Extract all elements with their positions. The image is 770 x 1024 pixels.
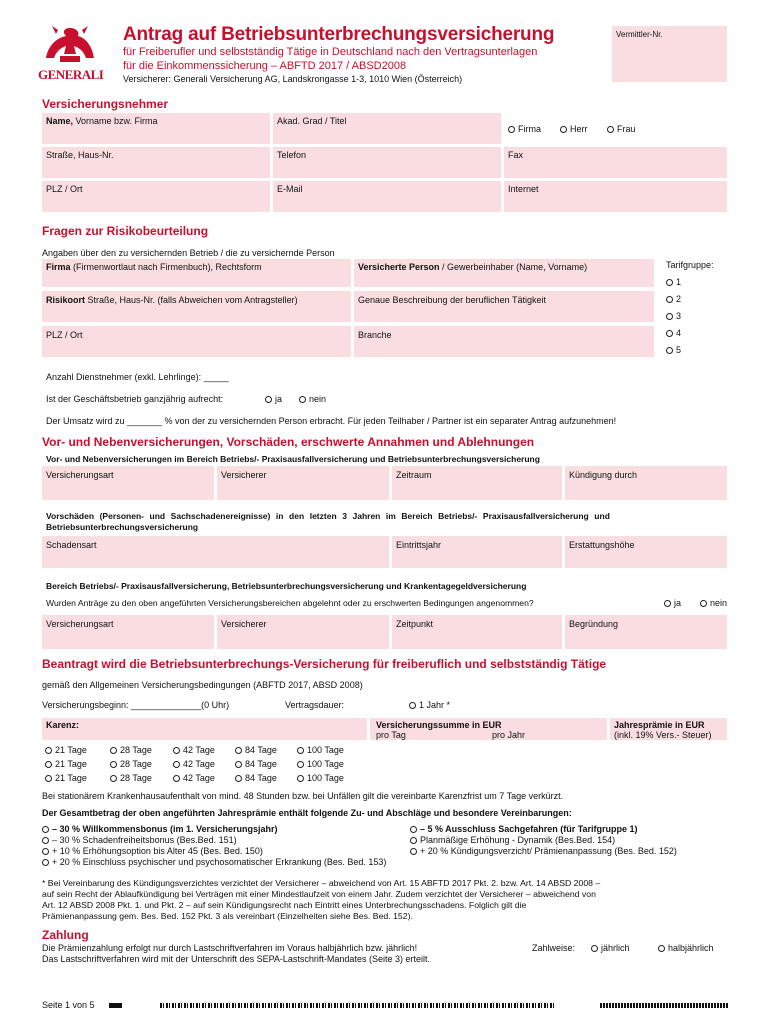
abl-col-label: Zeitpunkt [396,619,434,629]
opt-label: + 20 % Einschluss psychischer und psychosomatischer Erkrankung (Bes. Bed. 153) [52,857,387,867]
radio-circle [45,761,52,768]
radio-frau[interactable] [607,124,636,134]
karenz-r1-28[interactable] [110,745,152,755]
risk-plz-label: PLZ / Ort [46,330,83,340]
radio-circle [508,126,515,133]
karenz-r1-100[interactable] [297,745,344,755]
karenz-r3-84[interactable] [235,773,277,783]
radio-circle [42,848,49,855]
generali-logo [38,24,104,82]
radio-circle [110,747,117,754]
opt-label: + 20 % Kündigungsverzicht/ Prämienanpassung (Bes. Bed. 152) [420,846,677,856]
opt-dynamik[interactable] [410,835,615,845]
vor-kuendigung-field[interactable] [565,466,727,500]
abl-versicherer-field[interactable] [217,615,389,649]
titel-label: Akad. Grad / Titel [277,116,347,126]
risikoort-label-rest: Straße, Haus-Nr. (falls Abweichen vom Antragsteller) [85,295,298,305]
email-label: E-Mail [277,184,303,194]
branche-label: Branche [358,330,392,340]
section-risikobeurteilung: Fragen zur Risikobeurteilung [42,224,209,238]
radio-circle [410,848,417,855]
radio-circle [299,396,306,403]
internet-field[interactable] [504,181,727,212]
karenz-day-label: 100 Tage [307,759,344,769]
zahlweise-jaehrlich[interactable] [591,943,630,953]
name-field[interactable] [42,113,270,144]
vor-sub1: Vor- und Nebenversicherungen im Bereich Betriebs/- Praxisausfallversicherung und Betriebsunterbrechungsversicherung [46,454,540,464]
zahlung-line-2: Das Lastschriftverfahren wird mit der Unterschrift des SEPA-Lastschrift-Mandates (Seite 3) erteilt. [42,954,430,964]
radio-firma[interactable] [508,124,541,134]
opt-label: – 30 % Willkommensbonus (im 1. Versicherungsjahr) [52,824,278,834]
abl-begruendung-field[interactable] [565,615,727,649]
tarif-option-label: 5 [676,345,682,355]
opt-sachgefahren[interactable] [410,824,638,834]
karenz-r1-42[interactable] [173,745,215,755]
email-field[interactable] [273,181,501,212]
karenz-r1-21[interactable] [45,745,87,755]
opt-kuendigungsverzicht[interactable] [410,846,677,856]
radio-circle [560,126,567,133]
tarif-option-3[interactable] [666,311,681,321]
radio-circle [666,313,673,320]
umsatz-statement: Der Umsatz wird zu _______ % von der zu versichernden Person erbracht. Für jeden Teilhaber / Partner ist ein separater Antrag aufzunehmen! [46,416,617,426]
vor-col-label: Kündigung durch [569,470,638,480]
telefon-field[interactable] [273,147,501,178]
risk-plz-field[interactable] [42,326,351,357]
karenz-header [42,718,367,740]
branche-field[interactable] [354,326,654,357]
radio-firma-label: Firma [518,124,541,134]
page-title: Antrag auf Betriebsunterbrechungsversicherung [123,24,555,45]
vor-versicherer-field[interactable] [217,466,389,500]
plz-field[interactable] [42,181,270,212]
person-label [358,262,587,272]
radio-circle [410,837,417,844]
strasse-label: Straße, Haus-Nr. [46,150,114,160]
tarif-option-5[interactable] [666,345,681,355]
zahlweise-label: Zahlweise: [532,943,576,953]
vor-versicherungsart-field[interactable] [42,466,214,500]
tarif-option-2[interactable] [666,294,681,304]
tarif-option-1[interactable] [666,277,681,287]
radio-circle [607,126,614,133]
erstattung-field[interactable] [565,536,727,568]
karenz-day-label: 42 Tage [183,759,215,769]
praemie-label: Jahresprämie in EUR [614,720,705,730]
karenz-r3-100[interactable] [297,773,344,783]
karenz-day-label: 84 Tage [245,773,277,783]
abl-col-label: Versicherungsart [46,619,114,629]
dauer-label: Vertragsdauer: [285,700,345,710]
radio-circle [42,837,49,844]
barcode-right [600,1003,728,1008]
tarif-option-label: 4 [676,328,682,338]
vor-col-label: Zeitraum [396,470,432,480]
firma-label-bold: Firma [46,262,71,272]
beschreibung-field[interactable] [354,291,654,322]
vor-col-label: Versicherungsart [46,470,114,480]
opt-psychisch[interactable] [42,857,386,867]
ablehnung-nein-label: nein [710,598,728,608]
radio-herr-label: Herr [570,124,588,134]
tarif-option-label: 2 [676,294,682,304]
radio-circle [666,296,673,303]
radio-circle [666,347,673,354]
karenz-day-label: 21 Tage [55,759,87,769]
karenz-r2-84[interactable] [235,759,277,769]
strasse-field[interactable] [42,147,270,178]
karenz-day-label: 28 Tage [120,759,152,769]
section-zahlung: Zahlung [42,928,89,942]
firma-label [46,262,262,272]
radio-circle [591,945,598,952]
zahlweise-halbjaehrlich[interactable] [658,943,714,953]
beginn-field[interactable]: Versicherungsbeginn: ______________(0 Uhr) [42,700,230,710]
karenz-r2-42[interactable] [173,759,215,769]
person-label-bold: Versicherte Person [358,262,440,272]
summe-label: Versicherungssumme in EUR [376,720,502,730]
karenz-day-label: 84 Tage [245,759,277,769]
risk-intro: Angaben über den zu versichernden Betrieb / die zu versichernde Person [42,248,335,258]
karenz-r1-84[interactable] [235,745,277,755]
footnote-line-1: * Bei Vereinbarung des Kündigungsverzichtes verzichtet der Versicherer – abweichend von Art. 15 ABFTD 2017 Pkt. 2. bzw. Art. 14 ABSD 2008 – [42,878,601,888]
opt-schadenfreiheit[interactable] [42,835,237,845]
logo-text: GENERALI [38,67,104,82]
tarif-option-4[interactable] [666,328,681,338]
ablehnung-question: Wurden Anträge zu den oben angeführten Versicherungsbereichen abgelehnt oder zu erschwerten Bedingungen angenommen? [46,598,534,608]
radio-circle [235,761,242,768]
opt-label: Planmäßige Erhöhung - Dynamik (Bes.Bed. 154) [420,835,616,845]
radio-circle [173,761,180,768]
opt-label: – 30 % Schadenfreiheitsbonus (Bes.Bed. 151) [52,835,237,845]
radio-circle [658,945,665,952]
person-label-rest: / Gewerbeinhaber (Name, Vorname) [439,262,588,272]
radio-circle [410,826,417,833]
karenz-r3-28[interactable] [110,773,152,783]
ganzjaehrig-question: Ist der Geschäftsbetrieb ganzjährig aufrecht: [46,394,224,404]
radio-circle [173,775,180,782]
radio-circle [173,747,180,754]
vor-sub2-line2: Betriebsunterbrechungsversicherung [46,522,199,532]
vor-col-label: Versicherer [221,470,267,480]
tarif-label: Tarifgruppe: [666,260,714,270]
vermittler-label: Vermittler-Nr. [616,30,663,39]
person-field[interactable] [354,259,654,287]
ablehnung-ja-label: ja [674,598,682,608]
karenz-day-label: 21 Tage [55,745,87,755]
karenz-day-label: 28 Tage [120,745,152,755]
karenz-day-label: 100 Tage [307,773,344,783]
radio-circle [110,761,117,768]
section-beantragt: Beantragt wird die Betriebsunterbrechungs-Versicherung für freiberuflich und selbstständig Tätige [42,657,607,671]
name-label [46,116,158,126]
karenz-r2-28[interactable] [110,759,152,769]
risikoort-label [46,295,298,305]
eintrittsjahr-field[interactable] [392,536,562,568]
ganzjaehrig-nein[interactable] [299,394,326,404]
gemaess-text: gemäß den Allgemeinen Versicherungsbedingungen (ABFTD 2017, ABSD 2008) [42,680,363,690]
zahlweise-jaehrlich-label: jährlich [601,943,630,953]
abl-col-label: Begründung [569,619,619,629]
lion-icon [38,24,100,64]
footnote-line-2: auf sein Recht der Ablaufkündigung bei Verträgen mit einer Mindestlaufzeit von einem Jahr. Zudem verzichtet der Versicherer – abweichend von [42,889,596,899]
barcode-main [160,1003,555,1008]
opt-willkommensbonus[interactable] [42,824,278,834]
subtitle-line-1: für Freiberufler und selbstständig Tätige in Deutschland nach den Vertragsunterlagen [123,46,538,58]
abl-zeitpunkt-field[interactable] [392,615,562,649]
vor-zeitraum-field[interactable] [392,466,562,500]
beschreibung-label: Genaue Beschreibung der beruflichen Tätigkeit [358,295,546,305]
zahlung-line-1: Die Prämienzahlung erfolgt nur durch Lastschriftverfahren im Voraus halbjährlich bzw. jährlich! [42,943,418,953]
barcode-small [109,1003,122,1008]
fax-field[interactable] [504,147,727,178]
radio-circle [110,775,117,782]
radio-circle [297,775,304,782]
firma-label-rest: (Firmenwortlaut nach Firmenbuch), Rechtsform [70,262,262,272]
radio-circle [664,600,671,607]
radio-circle [666,279,673,286]
ablehnung-nein[interactable] [700,598,727,608]
summe-header [370,718,607,740]
radio-circle [42,826,49,833]
opt-label: – 5 % Ausschluss Sachgefahren (für Tarifgruppe 1) [420,824,638,834]
risikoort-field[interactable] [42,291,351,322]
karenz-day-label: 21 Tage [55,773,87,783]
praemie-sub-label: (inkl. 19% Vers.- Steuer) [614,730,712,740]
schadensart-field[interactable] [42,536,389,568]
pro-jahr-label: pro Jahr [492,730,526,740]
karenz-r3-21[interactable] [45,773,87,783]
ablehnung-ja[interactable] [664,598,681,608]
schaden-col-label: Eintrittsjahr [396,540,442,550]
pro-tag-label: pro Tag [376,730,406,740]
karenz-day-label: 28 Tage [120,773,152,783]
radio-circle [265,396,272,403]
radio-circle [235,775,242,782]
abl-col-label: Versicherer [221,619,267,629]
insurer-address: Versicherer: Generali Versicherung AG, Landskrongasse 1-3, 1010 Wien (Österreich) [123,74,463,84]
karenz-day-label: 84 Tage [245,745,277,755]
vor-sub2-line1: Vorschäden (Personen- und Sachschadenereignisse) in den letzten 3 Jahren im Bereich Betriebs/- Praxisausfallversicherung und [46,511,610,521]
radio-circle [42,859,49,866]
zahlweise-halbjaehrlich-label: halbjährlich [668,943,714,953]
radio-circle [45,747,52,754]
footnote-line-3: Art. 12 ABSD 2008 Pkt. 1. und Pkt. 2 – auf sein Kündigungsrecht nach Eintritt eines Unterbrechungsschadens. Folglich gilt die [42,900,527,910]
radio-1-jahr[interactable] [409,700,450,710]
vermittler-field[interactable] [612,26,727,82]
praemie-header [610,718,727,740]
footnote-line-4: Prämienanpassung gem. Bes. Bed. 152 Pkt. 3 als vereinbart (Einzelheiten siehe Bes. Bed. 152). [42,911,413,921]
ganzjaehrig-ja-label: ja [275,394,283,404]
karenz-day-label: 42 Tage [183,773,215,783]
telefon-label: Telefon [277,150,307,160]
karenz-r2-100[interactable] [297,759,344,769]
radio-circle [700,600,707,607]
karenz-day-label: 42 Tage [183,745,215,755]
name-label-rest: Vorname bzw. Firma [73,116,158,126]
gesamt-note: Der Gesamtbetrag der oben angeführten Jahresprämie enthält folgende Zu- und Abschläge und besondere Vereinbarungen: [42,808,572,818]
name-label-bold: Name, [46,116,74,126]
plz-label: PLZ / Ort [46,184,83,194]
radio-herr[interactable] [560,124,588,134]
schaden-col-label: Schadensart [46,540,97,550]
ganzjaehrig-ja[interactable] [265,394,282,404]
karenz-day-label: 100 Tage [307,745,344,755]
opt-erhoehungsoption[interactable] [42,846,263,856]
ganzjaehrig-nein-label: nein [309,394,327,404]
karenz-label: Karenz: [46,720,80,730]
schaden-col-label: Erstattungshöhe [569,540,635,550]
tarif-option-label: 1 [676,277,682,287]
subtitle-line-2: für die Einkommenssicherung – ABFTD 2017 / ABSD2008 [123,60,407,72]
section-vorversicherungen: Vor- und Nebenversicherungen, Vorschäden, erschwerte Annahmen und Ablehnungen [42,435,535,449]
radio-circle [409,702,416,709]
vor-sub3: Bereich Betriebs/- Praxisausfallversicherung, Betriebsunterbrechungsversicherung und Krankentagegeldversicherung [46,581,527,591]
page-number: Seite 1 von 5 [42,1000,95,1010]
abl-versicherungsart-field[interactable] [42,615,214,649]
titel-field[interactable] [273,113,501,144]
internet-label: Internet [508,184,539,194]
radio-circle [666,330,673,337]
radio-frau-label: Frau [617,124,636,134]
radio-circle [297,761,304,768]
opt-label: + 10 % Erhöhungsoption bis Alter 45 (Bes. Bed. 150) [52,846,263,856]
radio-circle [297,747,304,754]
stationaer-note: Bei stationärem Krankenhausaufenthalt von mind. 48 Stunden bzw. bei Unfällen gilt die vereinbarte Karenzfrist um 7 Tage verkürzt. [42,791,564,801]
radio-circle [45,775,52,782]
radio-circle [235,747,242,754]
tarif-option-label: 3 [676,311,682,321]
karenz-r3-42[interactable] [173,773,215,783]
radio-1-jahr-label: 1 Jahr * [419,700,451,710]
fax-label: Fax [508,150,524,160]
risikoort-label-bold: Risikoort [46,295,86,305]
dienstnehmer-field[interactable]: Anzahl Dienstnehmer (exkl. Lehrlinge): _____ [46,372,229,382]
firma-field[interactable] [42,259,351,287]
karenz-r2-21[interactable] [45,759,87,769]
section-versicherungsnehmer: Versicherungsnehmer [42,97,169,111]
